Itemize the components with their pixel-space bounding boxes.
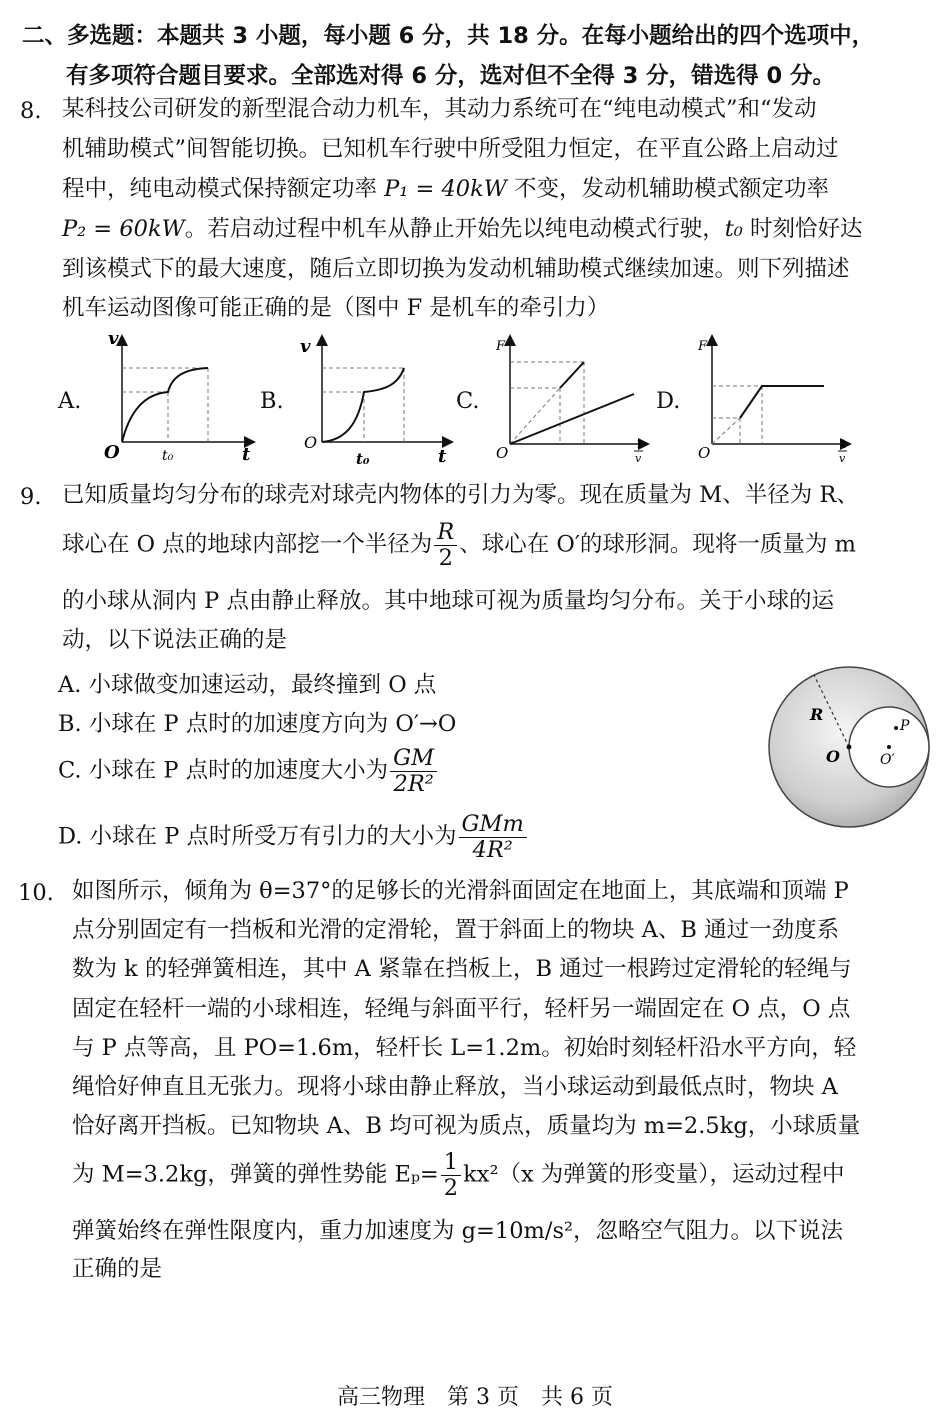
point-o — [847, 745, 852, 750]
graph-c — [494, 332, 654, 465]
q10-frac-den: 2 — [443, 1174, 459, 1201]
graph-d-origin: O — [698, 444, 711, 462]
q8-line4-d: 时刻恰好达 — [742, 216, 863, 242]
page-footer: 高三物理 第 3 页 共 6 页 — [337, 1385, 613, 1410]
graph-a-label: A. — [58, 388, 82, 414]
graph-b-t0: t₀ — [356, 450, 370, 468]
graph-d-line — [740, 386, 824, 418]
q9-option-c-num: GM — [390, 746, 437, 772]
q10-line6: 绳恰好伸直且无张力。现将小球由静止释放，当小球运动到最低点时，物块 A — [72, 1074, 838, 1100]
q9-option-c-den: 2R² — [393, 770, 434, 797]
graph-a-curve — [122, 368, 208, 442]
graph-b-origin: O — [304, 433, 318, 452]
fig-label-p: P — [900, 718, 910, 734]
q8-line2: 机辅助模式”间智能切换。已知机车行驶中所受阻力恒定，在平直公路上启动过 — [62, 136, 839, 162]
q10-line5: 与 P 点等高，且 PO=1.6m，轻杆长 L=1.2m。初始时刻轻杆沿水平方向，轻 — [72, 1035, 857, 1061]
q9-option-a: A. 小球做变加速运动，最终撞到 O 点 — [58, 672, 437, 698]
q9-line1: 已知质量均匀分布的球壳对球壳内物体的引力为零。现在质量为 M、半径为 R、 — [62, 482, 859, 508]
graph-c-label: C. — [456, 388, 480, 414]
q9-line2-a: 球心在 O 点的地球内部挖一个半径为 — [62, 531, 433, 558]
q10-line1: 如图所示，倾角为 θ=37°的足够长的光滑斜面固定在地面上，其底端和顶端 P — [72, 878, 849, 904]
graph-c-x-num: 1 — [636, 438, 643, 451]
q10-line4: 固定在轻杆一端的小球相连，轻绳与斜面平行，轻杆另一端固定在 O 点，O 点 — [72, 996, 851, 1022]
graph-c-origin: O — [496, 444, 509, 462]
q9-line4: 动，以下说法正确的是 — [62, 627, 288, 653]
q9-option-c-frac — [390, 746, 437, 797]
q10-number: 10. — [18, 880, 54, 906]
graph-b-curve — [322, 368, 404, 442]
q8-line3 — [62, 178, 829, 201]
graph-b-label: B. — [260, 388, 284, 414]
earth-hole-figure — [766, 664, 932, 830]
graph-c-y-label: F — [496, 339, 506, 354]
q8-p2: P₂ = 60kW — [62, 216, 185, 242]
graph-b — [300, 330, 460, 468]
fig-label-o-prime: O′ — [880, 752, 895, 768]
graph-c-line1 — [560, 362, 584, 388]
q9-frac-r2 — [434, 520, 457, 571]
graph-d-label: D. — [656, 388, 681, 414]
point-p — [894, 726, 898, 730]
q8-line5: 到该模式下的最大速度，随后立即切换为发动机辅助模式继续加速。则下列描述 — [62, 256, 850, 282]
q8-p1: P₁ = 40kW — [384, 176, 507, 202]
graph-d — [694, 332, 854, 465]
q9-frac-den: 2 — [438, 544, 453, 571]
q9-option-d-num: GMm — [459, 812, 527, 838]
q9-line2 — [62, 520, 856, 571]
q10-line8 — [72, 1150, 845, 1201]
section-heading-line1: 二、多选题：本题共 3 小题，每小题 6 分，共 18 分。在每小题给出的四个选项中， — [22, 23, 875, 49]
q10-line7: 恰好离开挡板。已知物块 A、B 均可视为质点，质量均为 m=2.5kg，小球质量 — [72, 1113, 861, 1139]
q9-line2-b: 、球心在 O′的球形洞。现将一质量为 m — [459, 531, 856, 558]
graph-a — [100, 328, 260, 465]
q8-line3-c: 不变，发动机辅助模式额定功率 — [506, 176, 830, 202]
q10-line8-b: kx²（x 为弹簧的形变量），运动过程中 — [463, 1161, 845, 1188]
graph-c-line2 — [510, 394, 634, 444]
q8-number: 8. — [20, 98, 42, 124]
fig-label-r: R — [810, 705, 824, 724]
q8-line1: 某科技公司研发的新型混合动力机车，其动力系统可在“纯电动模式”和“发动 — [62, 96, 817, 122]
q10-line10: 正确的是 — [72, 1256, 163, 1282]
q10-line8-a: 为 M=3.2kg，弹簧的弹性势能 Eₚ= — [72, 1161, 439, 1188]
q9-number: 9. — [20, 484, 42, 510]
graph-d-y-label: F — [698, 339, 708, 354]
q9-option-c-text: C. 小球在 P 点时的加速度大小为 — [58, 757, 389, 784]
graph-a-t0: t₀ — [162, 448, 174, 464]
q10-frac-half — [441, 1150, 461, 1201]
q9-line3: 的小球从洞内 P 点由静止释放。其中地球可视为质量均匀分布。关于小球的运 — [62, 588, 834, 614]
graph-c-x-den: v — [635, 452, 642, 465]
q10-line9: 弹簧始终在弹性限度内，重力加速度为 g=10m/s²，忽略空气阻力。以下说法 — [72, 1218, 844, 1244]
graph-b-x-label: t — [438, 446, 447, 467]
q8-line4 — [62, 218, 862, 241]
graph-a-origin: O — [104, 442, 120, 463]
graph-d-dash-line — [712, 418, 740, 444]
graph-b-y-label: v — [300, 336, 311, 357]
graph-a-y-label: v — [108, 328, 119, 349]
fig-label-o: O — [826, 747, 840, 766]
q10-line3: 数为 k 的轻弹簧相连，其中 A 紧靠在挡板上，B 通过一根跨过定滑轮的轻绳与 — [72, 956, 852, 982]
q9-option-d-frac — [459, 812, 527, 863]
q9-frac-num: R — [434, 520, 457, 546]
q10-frac-num: 1 — [441, 1150, 461, 1176]
q8-line4-b: 。若启动过程中机车从静止开始先以纯电动模式行驶， — [184, 216, 725, 242]
q9-option-d-den: 4R² — [472, 836, 513, 863]
section-heading-line2: 有多项符合题目要求。全部选对得 6 分，选对但不全得 3 分，错选得 0 分。 — [66, 63, 835, 89]
q9-option-d — [58, 812, 529, 863]
graph-a-x-label: t — [242, 444, 251, 465]
q9-option-c — [58, 746, 439, 797]
q9-option-d-text: D. 小球在 P 点时所受万有引力的大小为 — [58, 823, 457, 850]
point-o-prime — [887, 745, 891, 749]
q10-line2: 点分别固定有一挡板和光滑的定滑轮，置于斜面上的物块 A、B 通过一劲度系 — [72, 917, 840, 943]
graph-d-x-den: v — [839, 452, 846, 465]
graph-d-x-num: 1 — [840, 438, 847, 451]
q8-t0: t₀ — [724, 216, 743, 242]
q8-line3-a: 程中，纯电动模式保持额定功率 — [62, 176, 385, 202]
q8-line6: 机车运动图像可能正确的是（图中 F 是机车的牵引力） — [62, 295, 610, 321]
graph-c-dash-line — [510, 388, 560, 444]
q9-option-b: B. 小球在 P 点时的加速度方向为 O′→O — [58, 711, 457, 737]
